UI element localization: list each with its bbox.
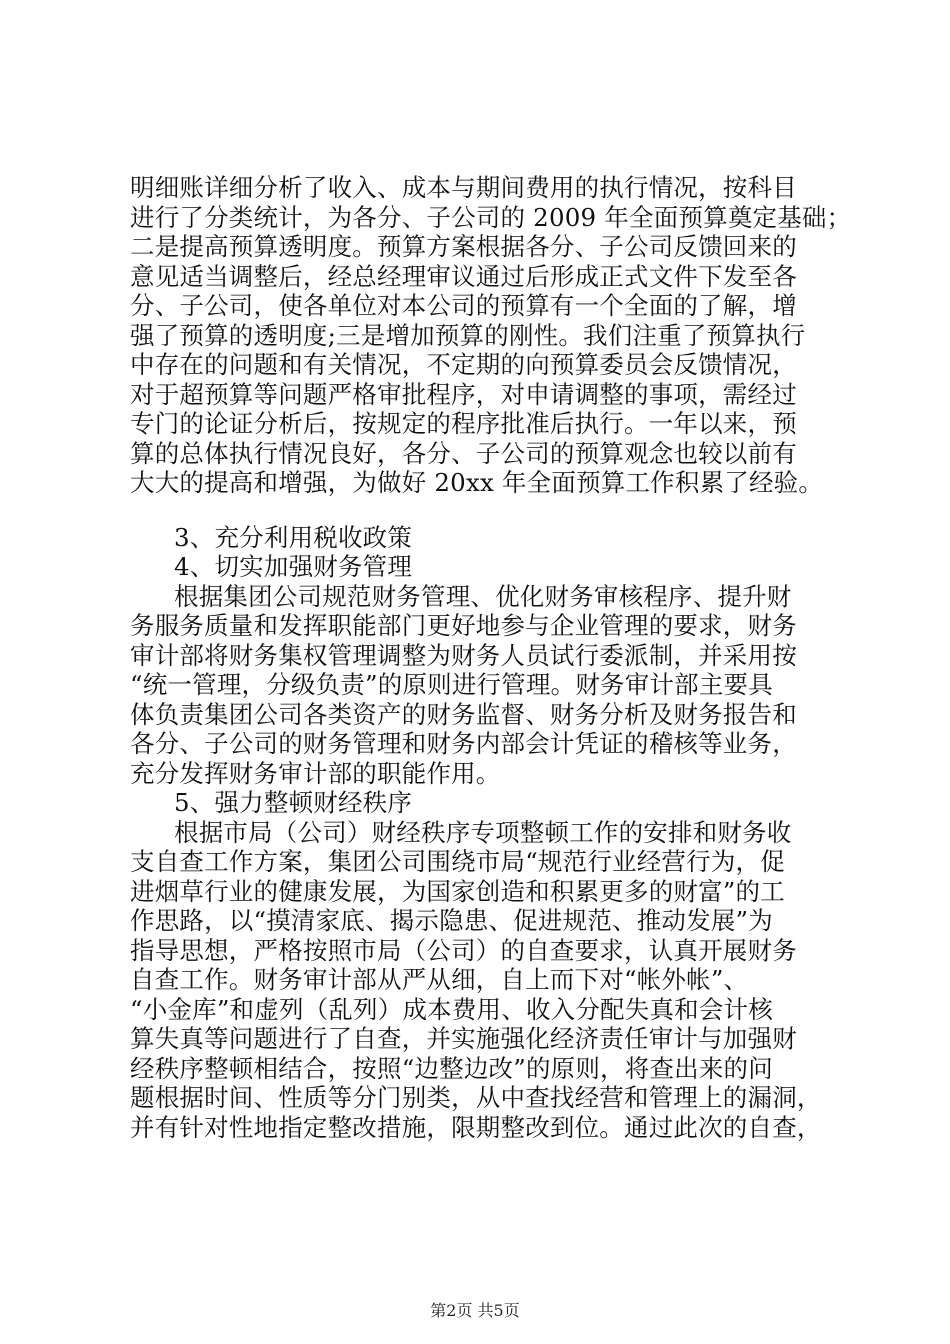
section-heading-3: 3、充分利用税收政策 — [174, 522, 413, 552]
text-line: 分、子公司，使各单位对本公司的预算有一个全面的了解，增 — [130, 291, 797, 320]
text-line: 经秩序整顿相结合，按照“边整边改”的原则，将查出来的问 — [130, 1053, 773, 1083]
text-line: 强了预算的透明度;三是增加预算的刚性。我们注重了预算执行 — [130, 320, 806, 350]
text-line: 指导思想，严格按照市局（公司）的自查要求，认真开展财务 — [130, 935, 797, 965]
text-line: 充分发挥财务审计部的职能作用。 — [130, 758, 501, 788]
text-line: 算失真等问题进行了自查，并实施强化经济责任审计与加强财 — [130, 1024, 797, 1053]
text-line: 务服务质量和发挥职能部门更好地参与企业管理的要求，财务 — [130, 611, 797, 640]
text-line: 根据集团公司规范财务管理、优化财务审核程序、提升财 — [174, 581, 792, 611]
text-line: 作思路，以“摸清家底、揭示隐患、促进规范、推动发展”为 — [130, 906, 773, 935]
text-line: 自查工作。财务审计部从严从细，自上而下对“帐外帐”、 — [130, 965, 749, 994]
text-line: 对于超预算等问题严格审批程序，对申请调整的事项，需经过 — [130, 379, 797, 409]
text-line: 明细账详细分析了收入、成本与期间费用的执行情况，按科目 — [130, 173, 797, 202]
document-body — [130, 173, 852, 1142]
text-line: 题根据时间、性质等分门别类，从中查找经营和管理上的漏洞， — [130, 1083, 822, 1112]
text-line: 支自查工作方案，集团公司围绕市局“规范行业经营行为，促 — [130, 847, 785, 876]
text-line: 大大的提高和增强，为做好 20xx 年全面预算工作积累了经验。 — [130, 468, 824, 497]
text-line: 进烟草行业的健康发展，为国家创造和积累更多的财富”的工 — [130, 876, 785, 906]
text-line: 专门的论证分析后，按规定的程序批准后执行。一年以来，预 — [130, 409, 797, 438]
text-line: 根据市局（公司）财经秩序专项整顿工作的安排和财务收 — [174, 817, 792, 847]
text-line: “统一管理，分级负责”的原则进行管理。财务审计部主要具 — [130, 670, 773, 699]
text-line: 中存在的问题和有关情况，不定期的向预算委员会反馈情况， — [130, 350, 797, 379]
page-number-footer: 第2页 共5页 — [430, 1301, 520, 1320]
text-line: 体负责集团公司各类资产的财务监督、财务分析及财务报告和 — [130, 699, 797, 729]
text-line: 算的总体执行情况良好，各分、子公司的预算观念也较以前有 — [130, 438, 797, 468]
text-line: 进行了分类统计，为各分、子公司的 2009 年全面预算奠定基础； — [130, 202, 852, 232]
text-line: 意见适当调整后，经总经理审议通过后形成正式文件下发至各 — [130, 261, 797, 291]
text-line: “小金库”和虚列（乱列）成本费用、收入分配失真和会计核 — [130, 994, 773, 1024]
section-heading-4: 4、切实加强财务管理 — [174, 552, 413, 581]
paragraph-budget-review — [130, 173, 852, 498]
text-line: 各分、子公司的财务管理和财务内部会计凭证的稽核等业务， — [130, 729, 797, 758]
text-line: 二是提高预算透明度。预算方案根据各分、子公司反馈回来的 — [130, 232, 797, 261]
text-line: 审计部将财务集权管理调整为财务人员试行委派制，并采用按 — [130, 640, 797, 670]
text-line: 并有针对性地指定整改措施，限期整改到位。通过此次的自查， — [130, 1112, 822, 1142]
paragraph-financial-order — [130, 818, 830, 1143]
section-heading-5: 5、强力整顿财经秩序 — [174, 788, 413, 817]
paragraph-gap — [130, 498, 830, 523]
paragraph-financial-management — [130, 582, 830, 789]
